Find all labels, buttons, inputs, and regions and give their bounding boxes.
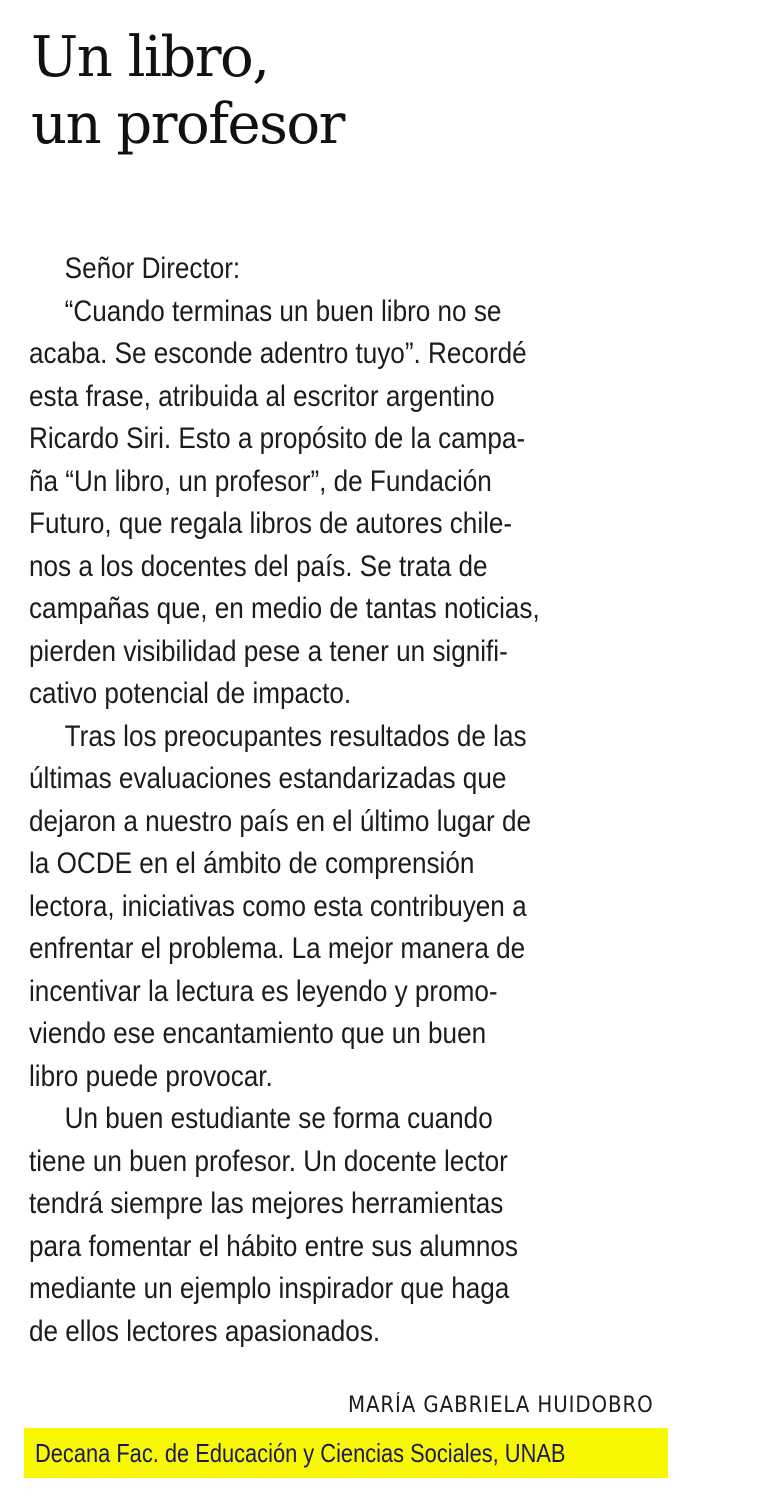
paragraph-line: nos a los docentes del país. Se trata de [29, 549, 488, 583]
paragraph-line: Tras los preocupantes resultados de las [64, 719, 527, 753]
paragraph-line: mediante un ejemplo inspirador que haga [29, 1272, 510, 1305]
paragraph-2 [29, 716, 586, 1099]
paragraph-line: tiene un buen profesor. Un docente lector [29, 1144, 508, 1178]
headline [31, 24, 344, 158]
paragraph-line: esta frase, atribuida al escritor argentino [29, 379, 495, 413]
author-affiliation-highlight [24, 1428, 668, 1478]
paragraph-line: viendo ese encantamiento que un buen [29, 1017, 487, 1050]
paragraph-line: la OCDE en el ámbito de comprensión [29, 847, 475, 880]
paragraph-line: para fomentar el hábito entre sus alumnos [29, 1229, 518, 1263]
paragraph-line: ña “Un libro, un profesor”, de Fundación [29, 464, 492, 498]
author-affiliation: Decana Fac. de Educación y Ciencias Sociales, UNAB [35, 1438, 566, 1468]
paragraph-line: libro puede provocar. [29, 1059, 273, 1093]
headline-line: Un libro, [31, 25, 269, 90]
paragraph-line: “Cuando terminas un buen libro no se [64, 294, 502, 328]
letter-body [29, 248, 586, 1353]
salutation-line: Señor Director: [64, 252, 241, 285]
author-signature: MARÍA GABRIELA HUIDOBRO [348, 1393, 654, 1418]
paragraph-line: cativo potencial de impacto. [29, 677, 352, 710]
paragraph-line: Ricardo Siri. Esto a propósito de la campa- [29, 422, 526, 455]
paragraph-line: enfrentar el problema. La mejor manera de [29, 932, 526, 965]
paragraph-1 [29, 291, 586, 716]
paragraph-line: lectora, iniciativas como esta contribuyen a [29, 889, 527, 923]
paragraph-line: Futuro, que regala libros de autores chile- [29, 507, 513, 540]
headline-line: un profesor [31, 92, 344, 157]
paragraph-line: incentivar la lectura es leyendo y promo- [29, 974, 498, 1008]
paragraph-line: acaba. Se esconde adentro tuyo”. Recordé [29, 337, 527, 370]
paragraph-line: pierden visibilidad pese a tener un signifi- [29, 634, 508, 668]
paragraph-line: Un buen estudiante se forma cuando [64, 1102, 493, 1135]
paragraph-3 [29, 1098, 586, 1353]
paragraph-line: de ellos lectores apasionados. [29, 1314, 381, 1348]
paragraph-line: dejaron a nuestro país en el último lugar de [29, 804, 532, 838]
paragraph-line: campañas que, en medio de tantas noticias, [29, 592, 540, 625]
salutation [29, 248, 586, 291]
paragraph-line: últimas evaluaciones estandarizadas que [29, 762, 507, 795]
paragraph-line: tendrá siempre las mejores herramientas [29, 1187, 504, 1220]
